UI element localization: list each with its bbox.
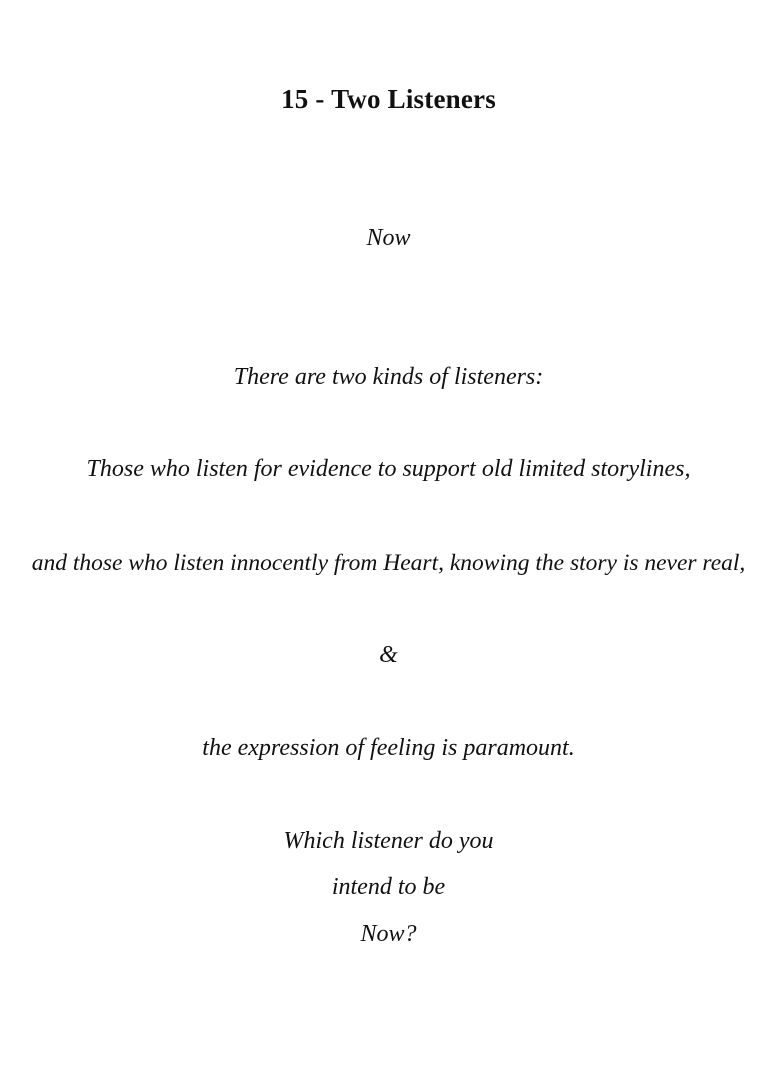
- poem-line-3: and those who listen innocently from Heart, knowing the story is never real,: [31, 550, 746, 576]
- poem-line-2: Those who listen for evidence to support old limited storylines,: [86, 456, 691, 482]
- poem-line-4: the expression of feeling is paramount.: [202, 735, 575, 761]
- poem-line-1: There are two kinds of listeners:: [233, 364, 544, 390]
- closing-line-3: Now?: [360, 921, 417, 947]
- ampersand-line: &: [379, 642, 398, 668]
- opening-word: Now: [366, 225, 411, 251]
- page-title: 15 - Two Listeners: [281, 84, 496, 114]
- closing-line-1: Which listener do you: [283, 828, 494, 854]
- closing-line-2: intend to be: [331, 874, 446, 900]
